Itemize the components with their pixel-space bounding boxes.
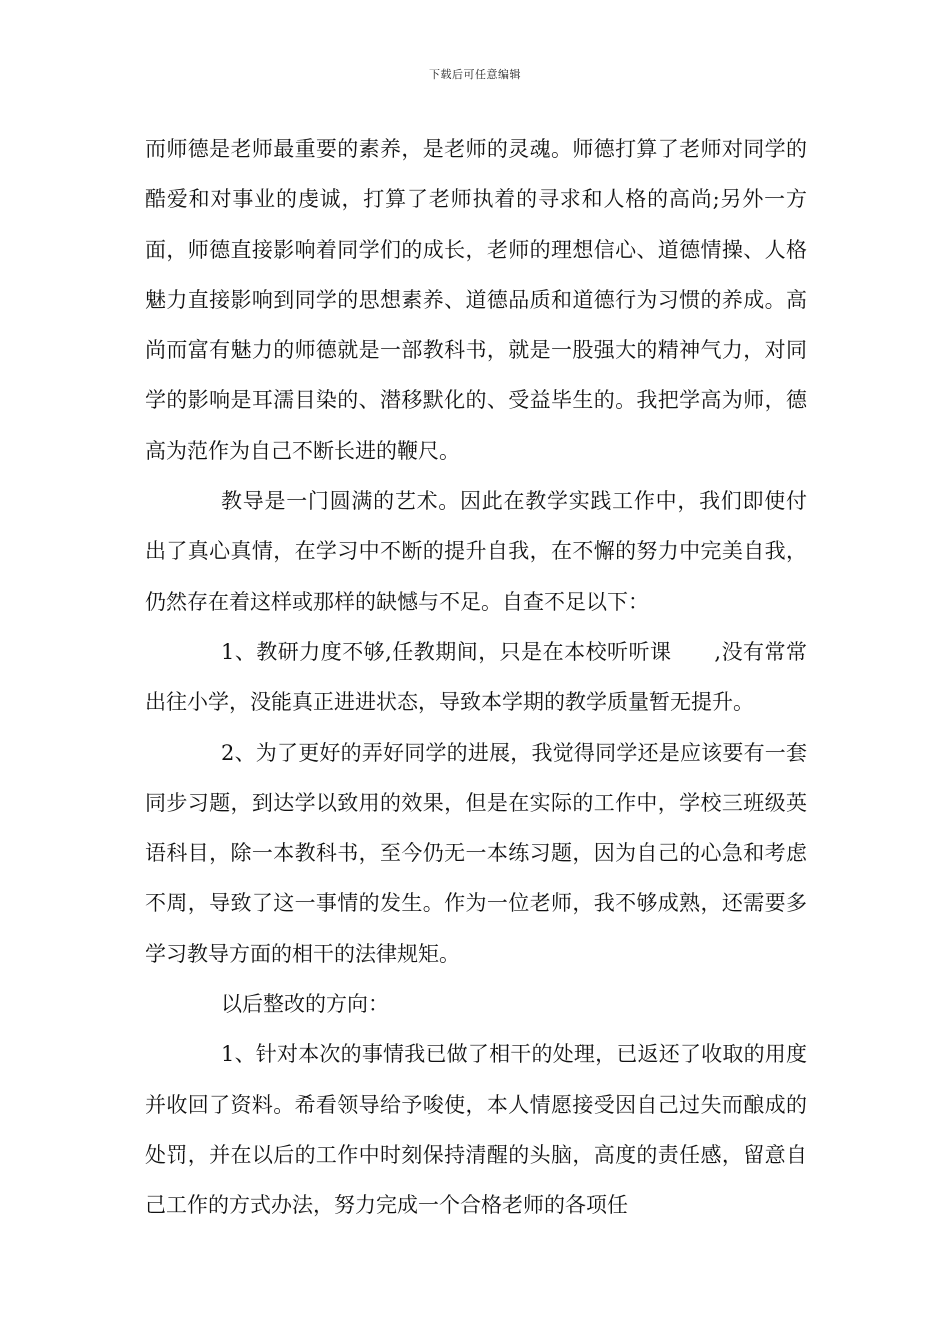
paragraph-shortcoming-1: 1、教研力度不够,任教期间，只是在本校听听课 ,没有常常出往小学，没能真正进进状态，导致本学期的教学质量暂无提升。 (145, 639, 807, 715)
document-body (145, 124, 807, 1231)
paragraph-education-art: 教导是一门圆满的艺术。因此在教学实践工作中，我们即使付出了真心真情，在学习中不断的提升自我，在不懈的努力中完美自我，仍然存在着这样或那样的缺憾与不足。自查不足以下： (145, 489, 807, 614)
page-header: 下载后可任意编辑 (429, 68, 521, 81)
paragraph-improvement-1: 1、针对本次的事情我已做了相干的处理，已返还了收取的用度并收回了资料。希看领导给予唆使，本人情愿接受因自己过失而酿成的处罚，并在以后的工作中时刻保持清醒的头脑，高度的责任感，留意自己工作的方式办法，努力完成一个合格老师的各项任 (145, 1042, 807, 1218)
paragraph-improvement-heading: 以后整改的方向： (221, 992, 389, 1017)
paragraph-shortcoming-2: 2、为了更好的弄好同学的进展，我觉得同学还是应该要有一套同步习题，到达学以致用的效果，但是在实际的工作中，学校三班级英语科目，除一本教科书，至今仍无一本练习题，因为自己的心急和考虑不周，导致了这一事情的发生。作为一位老师，我不够成熟，还需要多学习教导方面的相干的法律规矩。 (145, 740, 807, 966)
paragraph-teacher-ethics: 而师德是老师最重要的素养，是老师的灵魂。师德打算了老师对同学的酷爱和对事业的虔诚，打算了老师执着的寻求和人格的高尚;另外一方面，师德直接影响着同学们的成长，老师的理想信心、道德情操、人格魅力直接影响到同学的思想素养、道德品质和道德行为习惯的养成。高尚而富有魅力的师德就是一部教科书，就是一股强大的精神气力，对同学的影响是耳濡目染的、潜移默化的、受益毕生的。我把学高为师，德高为范作为自己不断长进的鞭尺。 (145, 137, 807, 463)
